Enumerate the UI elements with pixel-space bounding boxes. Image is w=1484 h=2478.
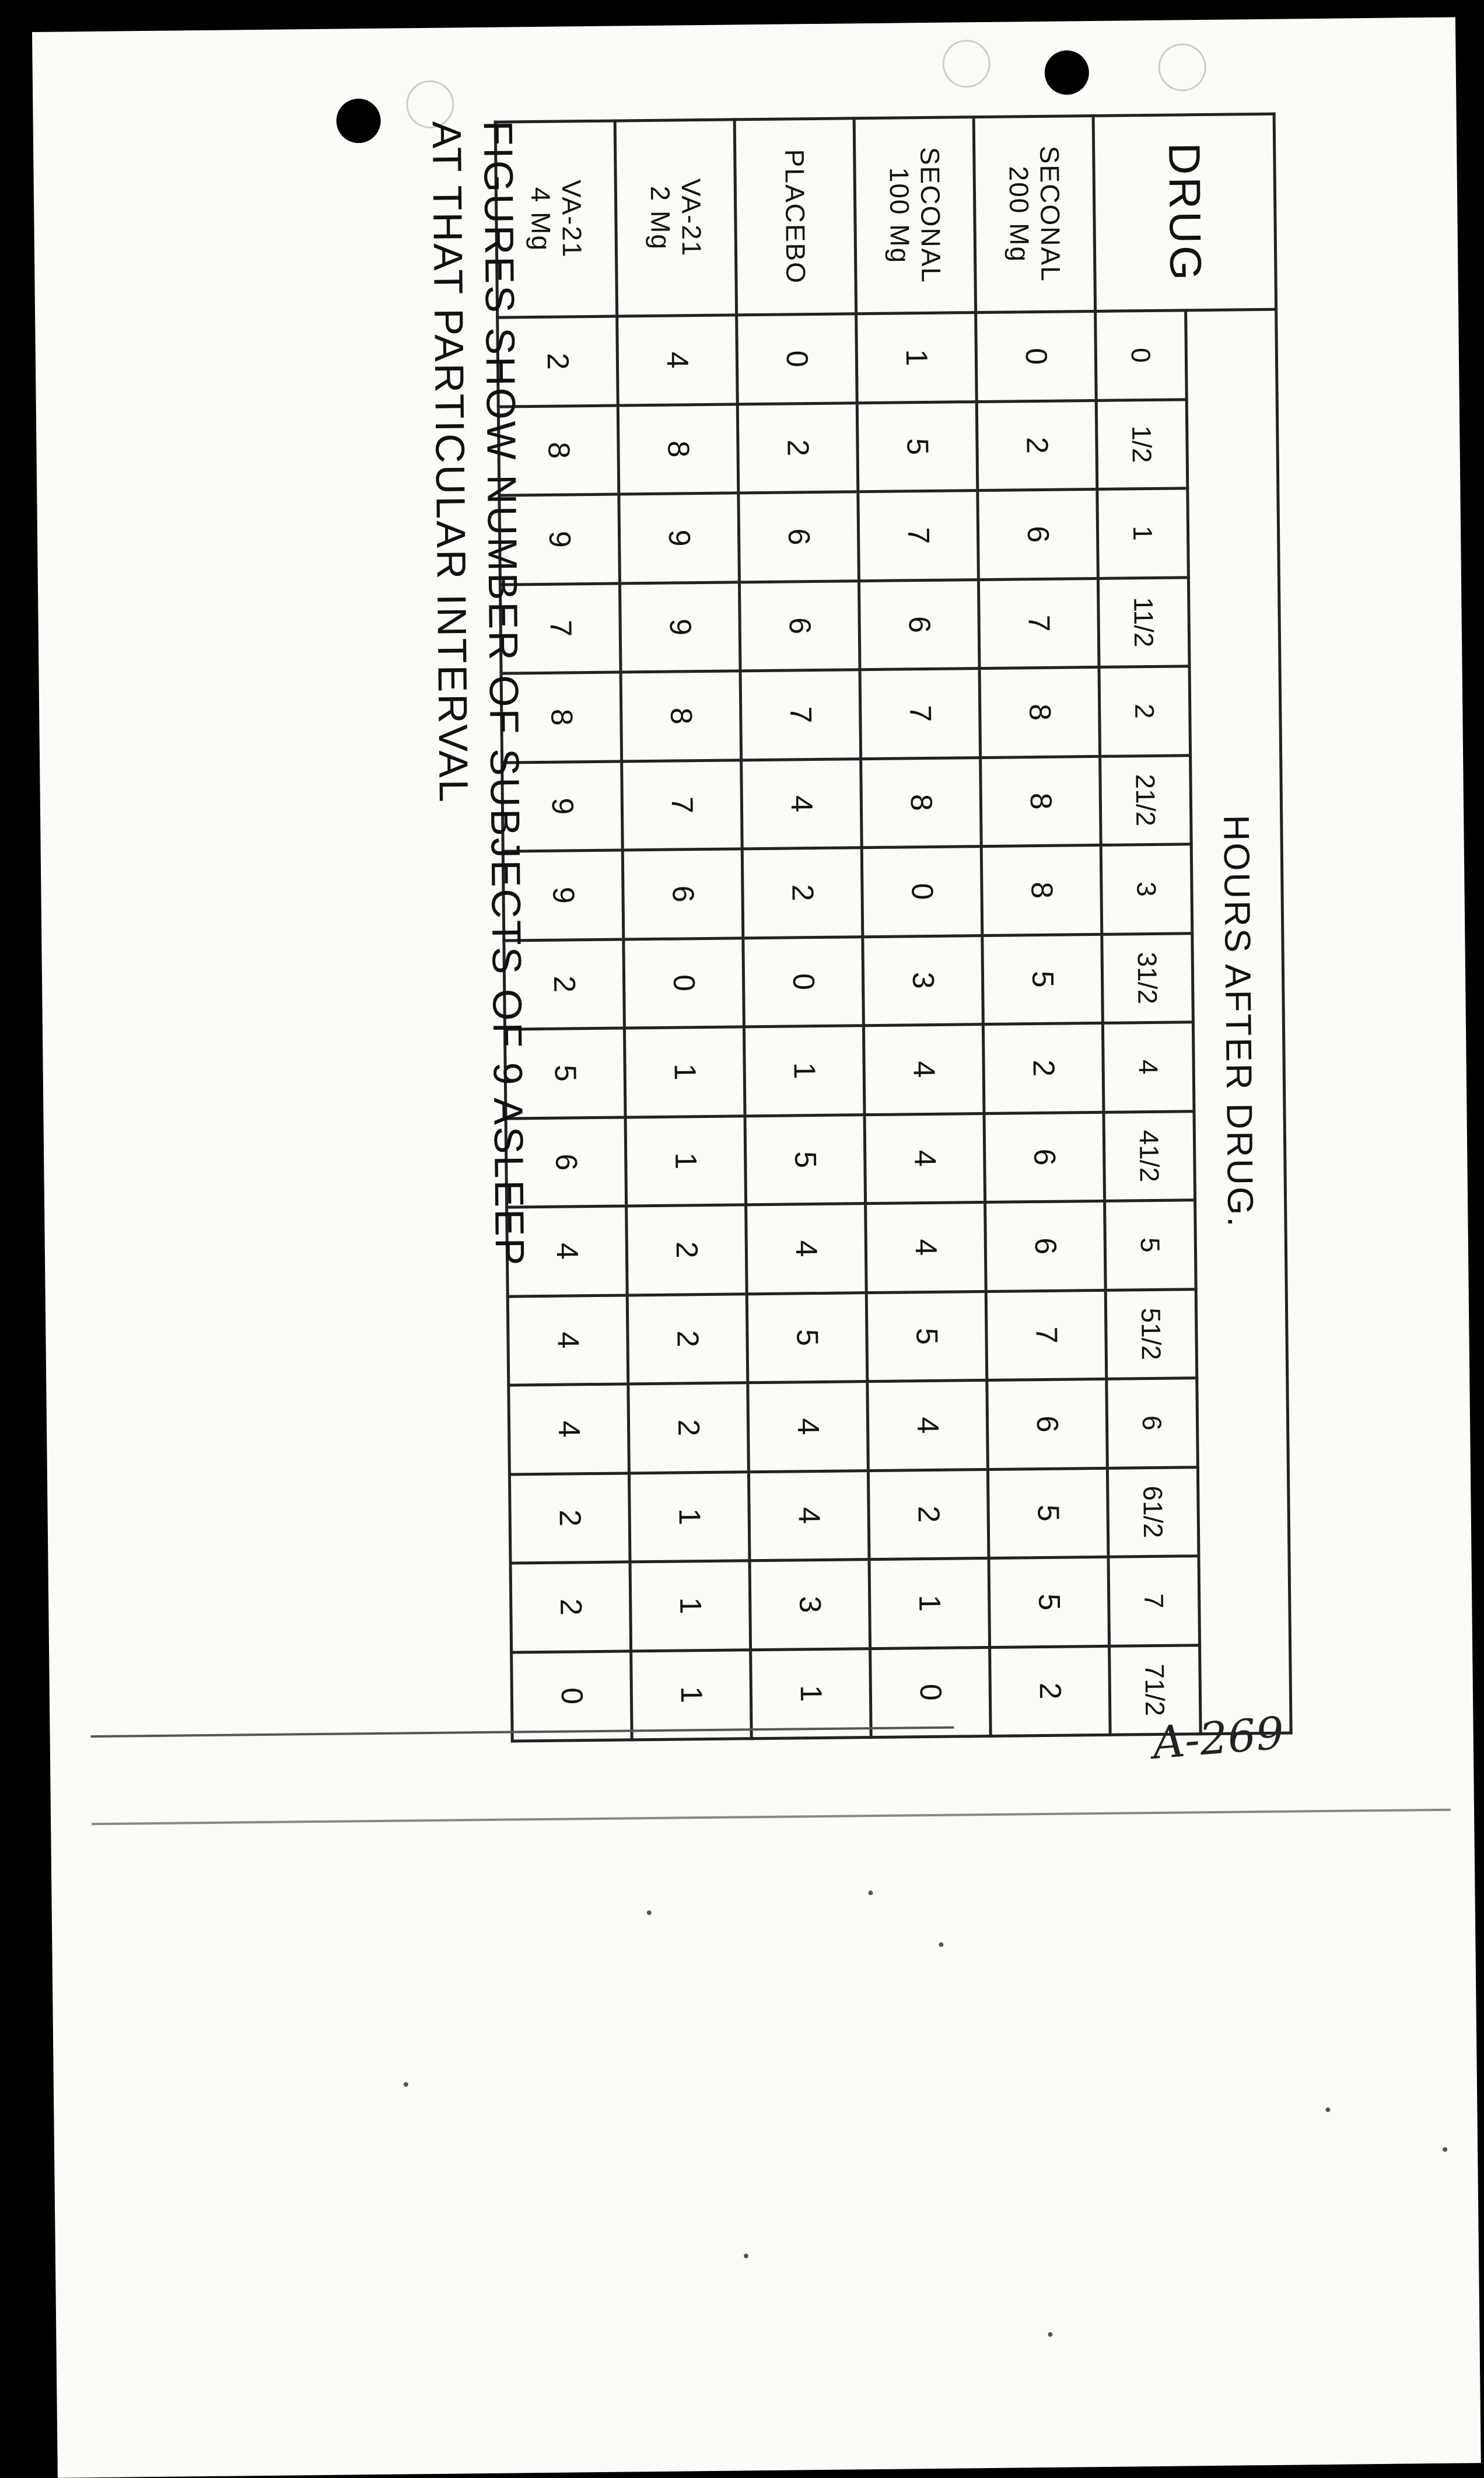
table-cell: 4 — [866, 1203, 986, 1293]
table-cell: 4 — [867, 1380, 988, 1470]
table-cell: 4 — [508, 1295, 628, 1385]
table-cell: 2 — [510, 1562, 631, 1652]
table-cell: 9 — [503, 850, 624, 941]
table-cell: 8 — [861, 757, 982, 848]
table-cell: 1 — [631, 1649, 752, 1740]
interval-label: 7 — [1108, 1556, 1200, 1646]
table-cell: 8 — [621, 671, 741, 761]
table-cell: 1 — [856, 313, 977, 403]
table-cell: 0 — [870, 1647, 991, 1738]
speck — [939, 1942, 943, 1947]
punch-hole-ghost — [1158, 43, 1206, 92]
speck — [404, 2082, 408, 2086]
table-cell: 1 — [629, 1472, 750, 1562]
table-row — [974, 116, 1110, 1736]
interval-label: 11/2 — [1098, 577, 1189, 667]
table-cell: 7 — [740, 670, 861, 760]
drug-name: VA-21 2 Mg — [615, 120, 736, 316]
table-cell: 4 — [863, 1025, 984, 1115]
interval-header-row — [1093, 115, 1200, 1735]
interval-label: 41/2 — [1104, 1111, 1195, 1201]
table-cell: 2 — [498, 316, 618, 407]
table-cell: 4 — [864, 1113, 985, 1204]
table-cell: 3 — [863, 935, 984, 1026]
interval-label: 2 — [1099, 666, 1191, 756]
caption-line: FIGURES SHOW NUMBER OF SUBJECTS OF 9 ASLEEP — [475, 120, 533, 1267]
drug-column-header: DRUG — [1093, 114, 1276, 311]
table-cell: 2 — [868, 1469, 989, 1560]
table-cell: 2 — [977, 400, 1097, 491]
interval-label: 0 — [1096, 310, 1187, 400]
interval-label: 1 — [1097, 488, 1189, 578]
hours-header: HOURS AFTER DRUG. — [1186, 309, 1292, 1733]
table-cell: 0 — [512, 1651, 632, 1741]
speck — [1325, 2107, 1330, 2112]
table-cell: 5 — [747, 1292, 867, 1383]
table-cell: 4 — [746, 1204, 867, 1294]
interval-label: 3 — [1101, 844, 1192, 934]
table-cell: 1 — [869, 1558, 990, 1648]
table-cell: 6 — [978, 489, 1098, 579]
table-cell: 2 — [990, 1646, 1111, 1736]
interval-label: 71/2 — [1110, 1645, 1201, 1735]
table-cell: 7 — [978, 578, 1099, 669]
table-cell: 5 — [988, 1468, 1108, 1558]
table-cell: 7 — [860, 669, 981, 759]
table-cell: 0 — [737, 314, 858, 404]
drug-name: SECONAL 100 Mg — [854, 117, 975, 314]
document-page — [32, 17, 1481, 2477]
table-cell: 5 — [857, 401, 978, 492]
table-cell: 4 — [507, 1206, 628, 1296]
drug-name: PLACEBO — [734, 118, 856, 315]
table-cell: 7 — [986, 1290, 1107, 1380]
table-cell: 6 — [984, 1112, 1105, 1203]
table-cell: 2 — [628, 1383, 749, 1473]
table-cell: 5 — [745, 1114, 866, 1205]
interval-label: 1/2 — [1096, 399, 1188, 489]
interval-label: 51/2 — [1105, 1289, 1197, 1379]
table-cell: 8 — [498, 406, 619, 496]
sleep-data-table — [494, 113, 1293, 1743]
punch-hole — [1044, 50, 1089, 95]
table-cell: 5 — [866, 1291, 987, 1382]
interval-label: 61/2 — [1107, 1467, 1199, 1557]
table-cell: 6 — [622, 849, 743, 939]
drug-name: VA-21 4 Mg — [495, 121, 617, 317]
table-cell: 5 — [989, 1557, 1110, 1647]
table-cell: 2 — [983, 1023, 1104, 1113]
table-cell: 4 — [748, 1470, 869, 1561]
table-cell: 6 — [859, 579, 979, 670]
table-cell: 8 — [618, 404, 738, 494]
interval-label: 31/2 — [1102, 933, 1194, 1023]
table-cell: 3 — [750, 1560, 870, 1650]
table-cell: 0 — [743, 936, 864, 1027]
table-cell: 8 — [981, 845, 1102, 935]
table-cell: 6 — [738, 492, 859, 582]
table-cell: 2 — [737, 403, 858, 493]
table-cell: 9 — [619, 493, 740, 583]
table-cell: 9 — [502, 761, 623, 851]
speck — [744, 2253, 748, 2258]
interval-label: 21/2 — [1100, 755, 1192, 845]
interval-label: 4 — [1102, 1022, 1194, 1112]
table-cell: 6 — [987, 1379, 1108, 1469]
handwritten-note: A-269 — [1150, 1706, 1286, 1769]
table-cell: 1 — [744, 1026, 864, 1116]
table-cell: 0 — [624, 938, 744, 1028]
table-cell: 4 — [748, 1382, 869, 1472]
drug-name: SECONAL 200 Mg — [974, 116, 1095, 312]
table-cell: 4 — [617, 315, 738, 406]
table-cell: 4 — [741, 759, 862, 849]
table-cell: 0 — [862, 847, 982, 937]
table-row — [734, 118, 871, 1739]
table-cell: 1 — [630, 1561, 751, 1651]
punch-hole-ghost — [942, 40, 991, 88]
caption-line: AT THAT PARTICULAR INTERVAL — [424, 121, 477, 805]
table-cell: 6 — [506, 1117, 626, 1207]
table-cell: 6 — [739, 581, 860, 671]
table-cell: 7 — [858, 491, 979, 581]
table-cell: 5 — [505, 1028, 625, 1119]
table-cell: 2 — [627, 1294, 748, 1384]
table-cell: 4 — [509, 1384, 629, 1474]
table-cell: 2 — [742, 848, 863, 938]
speck — [647, 1910, 652, 1915]
table-cell: 9 — [620, 582, 740, 672]
table-cell: 2 — [504, 939, 625, 1029]
table-cell: 7 — [500, 583, 621, 674]
interval-label: 6 — [1107, 1378, 1198, 1468]
speck — [868, 1890, 873, 1895]
table-cell: 6 — [985, 1201, 1106, 1291]
speck — [1443, 2147, 1447, 2152]
rotated-content — [424, 113, 1293, 1742]
table-cell: 0 — [976, 311, 1097, 401]
table-row — [615, 120, 751, 1740]
table-row — [854, 117, 991, 1738]
table-cell: 9 — [499, 494, 620, 585]
table-cell: 1 — [751, 1648, 872, 1739]
table-cell: 5 — [982, 934, 1103, 1025]
table-cell: 1 — [625, 1116, 746, 1206]
table-cell: 8 — [979, 667, 1100, 757]
table-cell: 8 — [501, 672, 622, 763]
table-cell: 7 — [622, 760, 743, 850]
figure-caption — [421, 120, 540, 1743]
table-cell: 8 — [981, 756, 1101, 847]
divider-line — [92, 1809, 1451, 1825]
speck — [1048, 2332, 1052, 2337]
table-cell: 1 — [624, 1027, 745, 1117]
interval-label: 5 — [1105, 1200, 1196, 1290]
punch-hole — [336, 99, 381, 144]
table-cell: 2 — [626, 1205, 747, 1295]
table-cell: 2 — [509, 1473, 630, 1563]
